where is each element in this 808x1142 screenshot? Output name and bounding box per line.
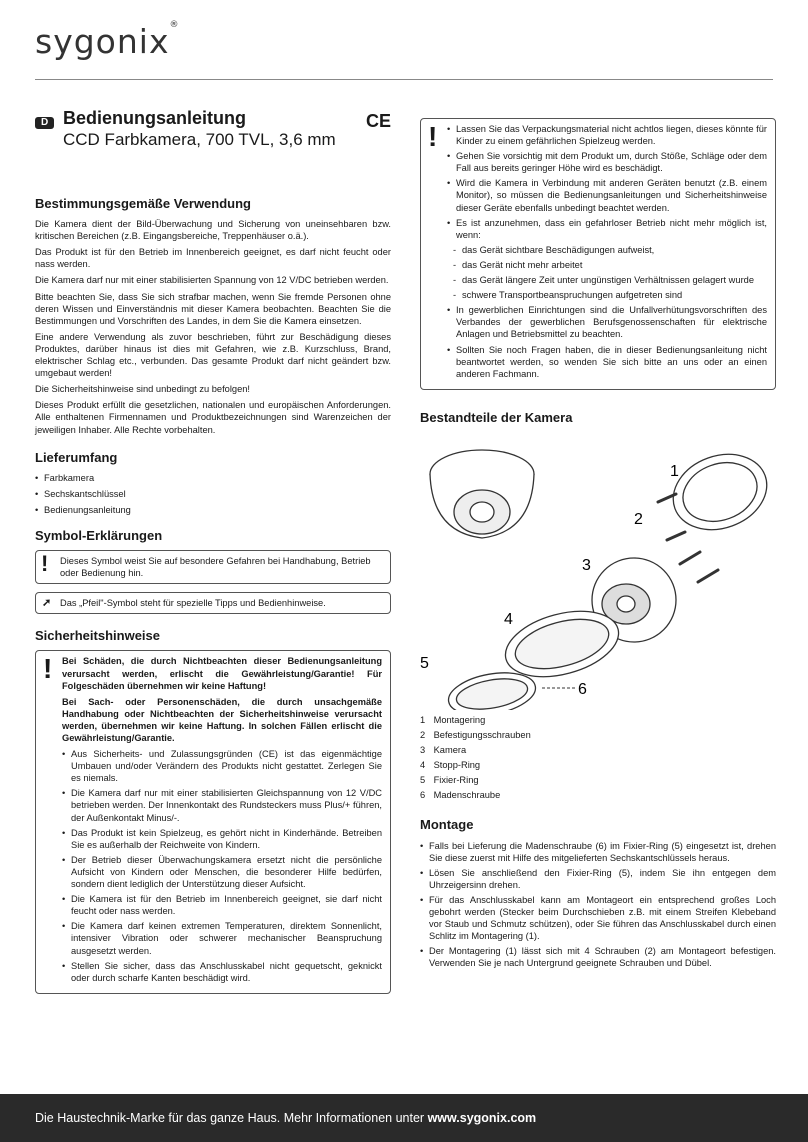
safety-list (62, 748, 382, 984)
right-column (420, 118, 776, 972)
brand-logo: sygonix® (35, 20, 180, 61)
safety-continued-box (420, 118, 776, 390)
safety-bold-note: Bei Sach- oder Personenschäden, die durch unsachgemäße Handhabung oder Nichtbeachten der Sicherheitshinweise verursacht werden, übernehmen wir keine Haftung. In solchen Fällen erlischt die Gewährleistung/Garantie. (62, 696, 382, 743)
list-item: • Sollten Sie noch Fragen haben, die in dieser Bedienungsanleitung nicht beantwortet werden, so wenden Sie sich bitte an uns oder an einen anderen Fachmann. (447, 344, 767, 380)
legend-item: 6 Madenschraube (420, 790, 501, 801)
title-block (35, 108, 391, 198)
list-item: - das Gerät sichtbare Beschädigungen aufweist, (453, 244, 767, 256)
footer-link[interactable]: www.sygonix.com (427, 1111, 537, 1125)
dome-housing (430, 450, 534, 538)
arrow-symbol-text: Das „Pfeil"-Symbol steht für spezielle Tipps und Bedienhinweise. (60, 598, 326, 609)
safety-list (447, 123, 767, 241)
legend-item: 3 Kamera (420, 745, 467, 756)
list-item: • Für das Anschlusskabel kann am Montageort ein entsprechend großes Loch gebohrt werden (Stecker beim Durchschieben z.B. mit einem Streifen Klebeband vor Staub und Schmutz schützen), oder Sie führen das Anschlusskabel durch einen Schlitz im Montagering (1). (420, 894, 776, 942)
footer-text: Die Haustechnik-Marke für das ganze Haus. Mehr Informationen unter (35, 1111, 428, 1125)
list-item: • Wird die Kamera in Verbindung mit anderen Geräten benutzt (z.B. einem Monitor), so müssen die Bedienungsanleitungen und Sicherheitshinweise dieser Geräte ebenfalls unbedingt beachtet werden. (447, 177, 767, 213)
list-item: • Falls bei Lieferung die Madenschraube (6) im Fixier-Ring (5) eingesetzt ist, drehen Sie diese zuerst mit Hilfe des mitgelieferten Sechskantschlüssels heraus. (420, 840, 776, 864)
condition-list (453, 244, 767, 301)
list-item: • Die Kamera darf nur mit einer stabilisierten Gleichspannung von 12 V/DC betrieben werden. Der Innenkontakt des Rundsteckers muss Plus/+ führen, der Außenkontakt Minus/-. (62, 787, 382, 823)
safety-box (35, 650, 391, 993)
left-column (35, 108, 391, 994)
mounting-ring (663, 442, 776, 542)
paragraph: Das Produkt ist für den Betrieb im Innenbereich geeignet, es darf nicht feucht oder nass werden. (35, 247, 391, 270)
list-item: • Gehen Sie vorsichtig mit dem Produkt um, durch Stöße, Schläge oder dem Fall aus bereits geringer Höhe wird es beschädigt. (447, 150, 767, 174)
intended-use-heading: Bestimmungsgemäße Verwendung (35, 196, 251, 211)
list-item: • Sechskantschlüssel (35, 488, 391, 500)
intended-use-text (35, 218, 391, 436)
callout-5: 5 (420, 654, 429, 672)
scope-list (35, 472, 391, 516)
paragraph: Bitte beachten Sie, dass Sie sich strafbar machen, wenn Sie fremde Personen ohne deren Wissen und Einverständnis mit dieser Kamera beobachten. Beachten Sie die Bestimmungen und Vorschriften des Landes, in dem Sie die Kamera einsetzen. (35, 291, 391, 326)
mounting-heading: Montage (420, 817, 474, 833)
legend-item: 1 Montagering (420, 714, 486, 725)
safety-heading: Sicherheitshinweise (35, 628, 160, 644)
list-item: • Der Montagering (1) lässt sich mit 4 Schrauben (2) am Montageort befestigen. Verwenden Sie je nach Untergrund geeignete Schrauben und Dübel. (420, 945, 776, 969)
paragraph: Die Kamera dient der Bild-Überwachung und Sicherung von uneinsehbaren bzw. kritischen Bereichen (z.B. Eingangsbereiche, Treppenhäuser o.ä.). (35, 219, 391, 242)
list-item: • Das Produkt ist kein Spielzeug, es gehört nicht in Kinderhände. Betreiben Sie es außerhalb der Reichweite von Kindern. (62, 827, 382, 851)
safety-list (447, 304, 767, 380)
legend-item: 4 Stopp-Ring (420, 760, 481, 771)
document-title: Bedienungsanleitung (63, 108, 247, 128)
list-item: - das Gerät längere Zeit unter ungünstigen Verhältnissen gelagert wurde (453, 274, 767, 286)
paragraph: Dieses Produkt erfüllt die gesetzlichen, nationalen und europäischen Anforderungen. Alle enthaltenen Firmennamen und Produktbezeichnungen sind Warenzeichen der jeweiligen Inhaber. Alle Rechte vorbehalten. (35, 400, 391, 435)
symbols-heading: Symbol-Erklärungen (35, 527, 163, 543)
footer-bar (0, 1094, 808, 1142)
callout-6: 6 (578, 680, 587, 698)
warning-symbol-text: Dieses Symbol weist Sie auf besondere Gefahren bei Handhabung, Betrieb oder Bedienung hin. (60, 556, 371, 579)
mounting-list (420, 840, 776, 970)
list-item: • Farbkamera (35, 472, 391, 484)
list-item: • Es ist anzunehmen, dass ein gefahrloser Betrieb nicht mehr möglich ist, wenn: (447, 217, 767, 241)
list-item: - das Gerät nicht mehr arbeitet (453, 259, 767, 271)
arrow-icon: ➚ (42, 597, 52, 610)
list-item: • Lösen Sie anschließend den Fixier-Ring (5), indem Sie ihn entgegen dem Uhrzeigersinn drehen. (420, 867, 776, 891)
exclamation-icon: ! (428, 121, 438, 152)
list-item: • Der Betrieb dieser Überwachungskamera ersetzt nicht die persönliche Aufsicht von Kindern oder Menschen, die besonderer Hilfe bedürfen, sondern dient lediglich der Unterstützung dieser Aufsicht. (62, 854, 382, 890)
list-item: • In gewerblichen Einrichtungen sind die Unfallverhütungsvorschriften des Verbandes der gewerblichen Berufsgenossenschaften für elektrische Anlagen und Betriebsmittel zu beachten. (447, 304, 767, 340)
list-item: • Die Kamera ist für den Betrieb im Innenbereich geeignet, sie darf nicht feucht oder nass werden. (62, 893, 382, 917)
safety-bold-note: Bei Schäden, die durch Nichtbeachten dieser Bedienungsanleitung verursacht werden, erlischt die Gewährleistung/Garantie! Für Folgeschäden übernehmen wir keine Haftung! (62, 656, 382, 691)
legend-item: 5 Fixier-Ring (420, 775, 479, 786)
list-item: - schwere Transportbeanspruchungen aufgetreten sind (453, 289, 767, 301)
header-divider (35, 79, 773, 80)
ce-mark-icon: CE (365, 111, 391, 131)
callout-1: 1 (670, 462, 679, 480)
exclamation-icon: ! (41, 551, 49, 577)
callout-3: 3 (582, 556, 591, 574)
legend-item: 2 Befestigungsschrauben (420, 729, 531, 740)
paragraph: Die Kamera darf nur mit einer stabilisierten Spannung von 12 V/DC betrieben werden. (35, 275, 389, 286)
callout-2: 2 (634, 510, 643, 528)
list-item: • Aus Sicherheits- und Zulassungsgründen (CE) ist das eigenmächtige Umbauen und/oder Verändern des Produkts nicht gestattet. Zerlegen Sie es niemals. (62, 748, 382, 784)
paragraph: Die Sicherheitshinweise sind unbedingt zu befolgen! (35, 384, 250, 395)
warning-symbol-box (35, 550, 391, 584)
document-subtitle: CCD Farbkamera, 700 TVL, 3,6 mm (63, 130, 336, 149)
paragraph: Eine andere Verwendung als zuvor beschrieben, führt zur Beschädigung dieses Produktes, darüber hinaus ist dies mit Gefahren, wie z.B. Kurzschluss, Brand, elektrischer Schlag etc., verbunden. Das gesamte Produkt darf nicht geändert bzw. umgebaut werden! (35, 331, 391, 379)
parts-heading: Bestandteile der Kamera (420, 409, 573, 425)
arrow-symbol-box (35, 592, 391, 614)
exclamation-icon: ! (43, 653, 53, 685)
list-item: • Lassen Sie das Verpackungsmaterial nicht achtlos liegen, dieses könnte für Kinder zu einem gefährlichen Spielzeug werden. (447, 123, 767, 147)
list-item: • Die Kamera darf keinen extremen Temperaturen, direktem Sonnenlicht, intensiver Vibration oder schwerer mechanischer Beanspruchung ausgesetzt werden. (62, 920, 382, 956)
callout-4: 4 (504, 610, 513, 628)
list-item: • Bedienungsanleitung (35, 504, 391, 516)
camera-exploded-illustration (420, 432, 776, 710)
scope-heading: Lieferumfang (35, 449, 118, 465)
list-item: • Stellen Sie sicher, dass das Anschlusskabel nicht gequetscht, geknickt oder durch scharfe Kanten beschädigt wird. (62, 960, 382, 984)
parts-legend (420, 714, 776, 802)
language-badge: D (35, 117, 54, 129)
